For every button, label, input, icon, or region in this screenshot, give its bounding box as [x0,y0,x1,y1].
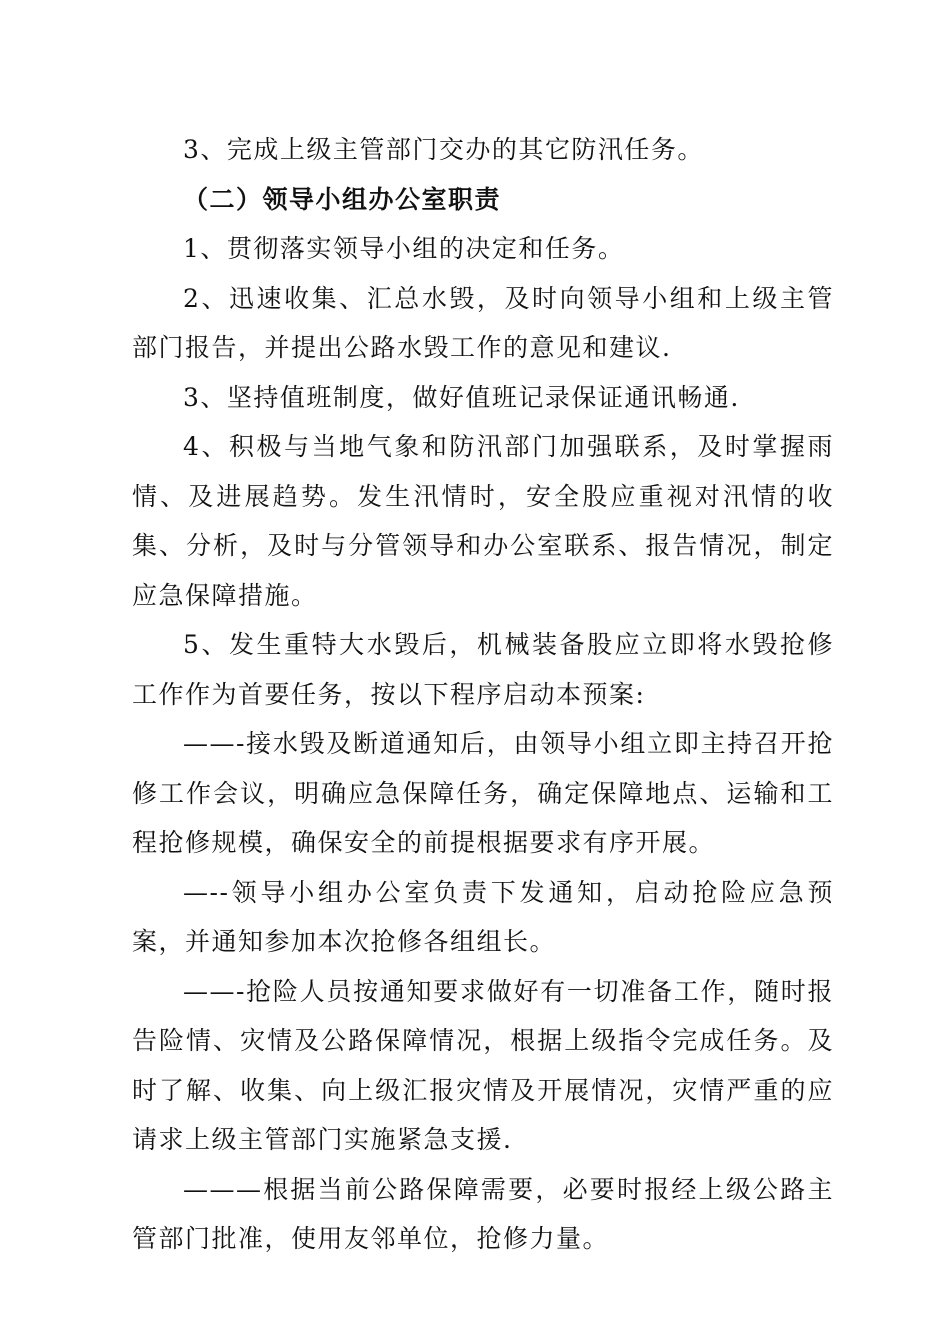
paragraph-duty-4: 4、积极与当地气象和防汛部门加强联系，及时掌握雨情、及进展趋势。发生汛情时，安全股应重视对汛情的收集、分析，及时与分管领导和办公室联系、报告情况，制定应急保障措施。 [132,432,834,610]
paragraph-procedure-3: ——-抢险人员按通知要求做好有一切准备工作，随时报告险情、灾情及公路保障情况，根据上级指令完成任务。及时了解、收集、向上级汇报灾情及开展情况，灾情严重的应请求上级主管部门实施紧急支援. [132,976,834,1154]
paragraph-procedure-2: —--领导小组办公室负责下发通知，启动抢险应急预案，并通知参加本次抢修各组组长。 [132,877,834,956]
document-body [132,125,834,1264]
section-heading: （二）领导小组办公室职责 [183,184,502,214]
paragraph-procedure-1: ——-接水毁及断道通知后，由领导小组立即主持召开抢修工作会议，明确应急保障任务，确定保障地点、运输和工程抢修规模，确保安全的前提根据要求有序开展。 [132,729,834,857]
paragraph-duty-2: 2、迅速收集、汇总水毁，及时向领导小组和上级主管部门报告，并提出公路水毁工作的意见和建议. [132,283,834,362]
paragraph-duty-3: 3、坚持值班制度，做好值班记录保证通讯畅通. [183,382,740,412]
paragraph-procedure-4: ———根据当前公路保障需要，必要时报经上级公路主管部门批准，使用友邻单位，抢修力量。 [132,1174,834,1253]
paragraph-task-3: 3、完成上级主管部门交办的其它防汛任务。 [183,135,704,164]
paragraph-duty-1: 1、贯彻落实领导小组的决定和任务。 [183,234,625,263]
paragraph-duty-5: 5、发生重特大水毁后，机械装备股应立即将水毁抢修工作作为首要任务，按以下程序启动本预案: [132,630,834,709]
